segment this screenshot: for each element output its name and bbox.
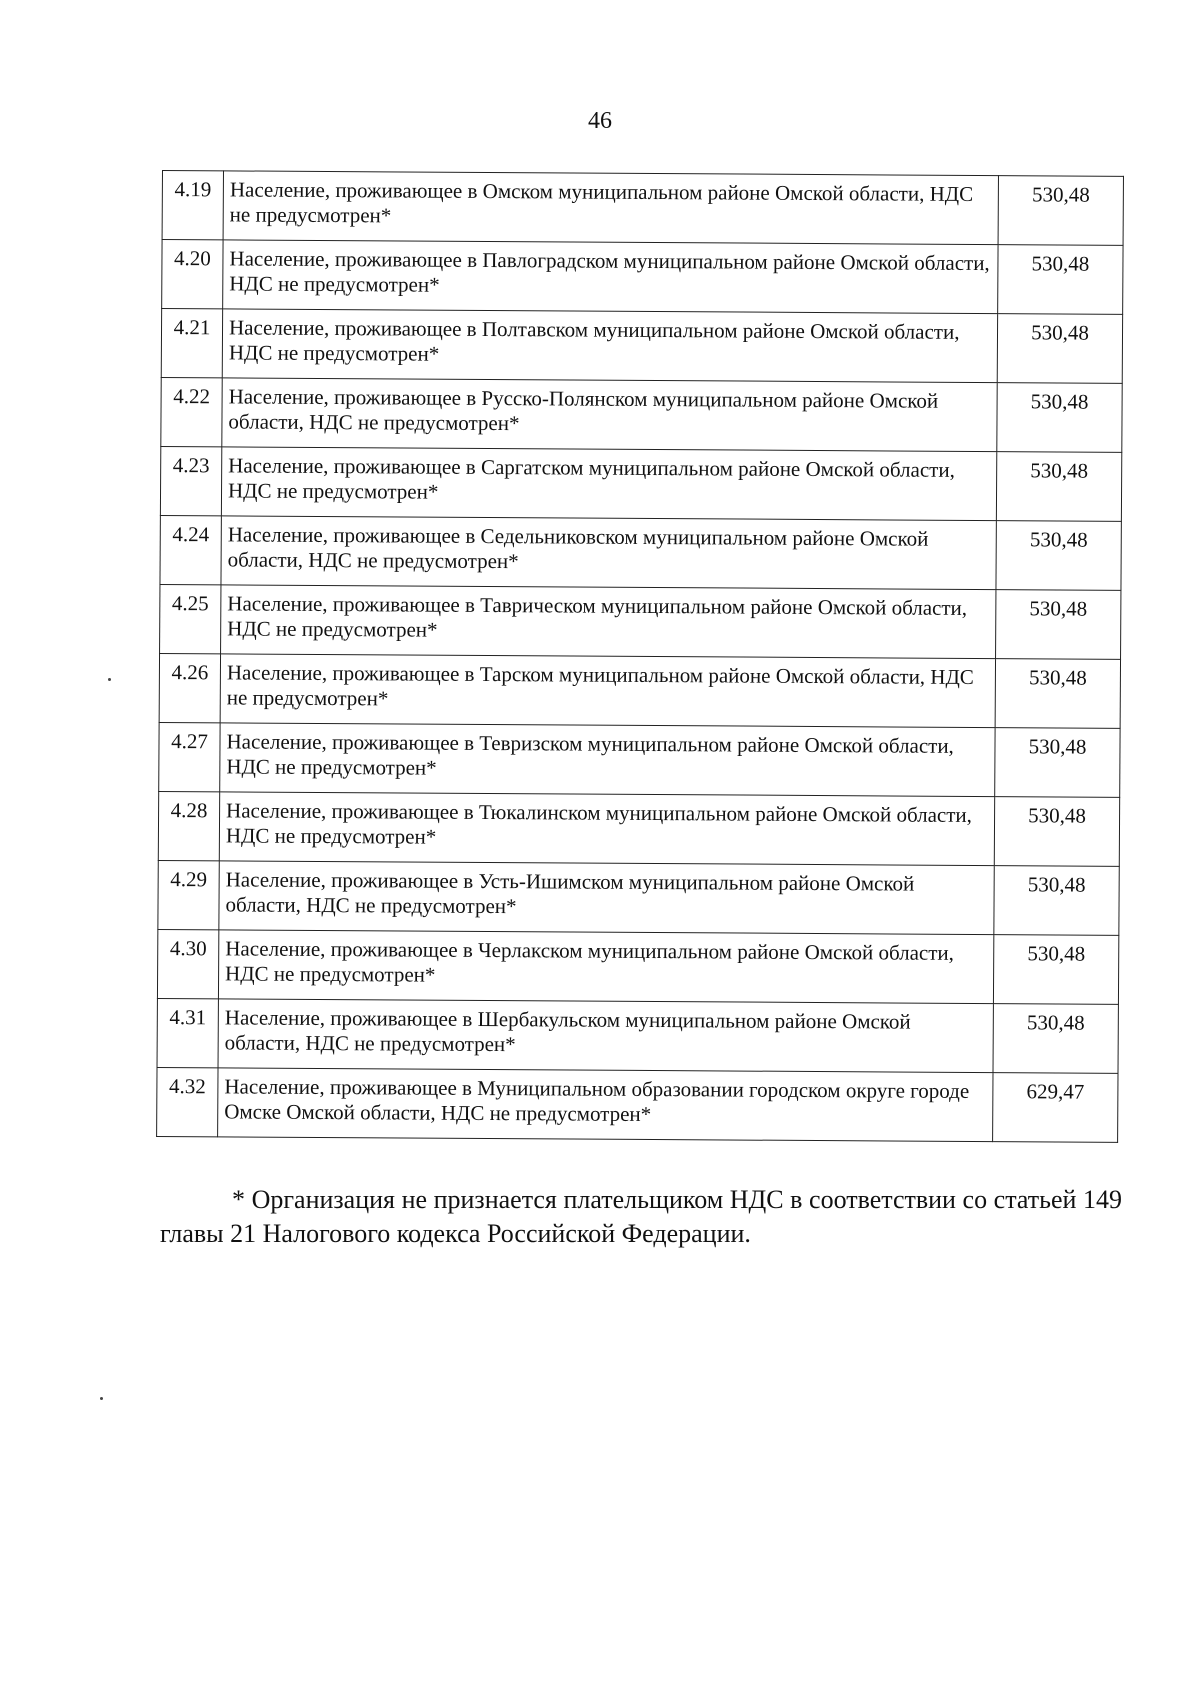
row-description: Население, проживающее в Тевризском муниципальном районе Омской области, НДС не предусмотрен*: [220, 723, 995, 797]
scan-speck: [100, 1397, 103, 1400]
row-value: 530,48: [996, 521, 1121, 591]
row-value: 530,48: [997, 314, 1122, 384]
row-value: 629,47: [993, 1073, 1118, 1143]
row-description: Население, проживающее в Черлакском муниципальном районе Омской области, НДС не предусмотрен*: [218, 930, 993, 1004]
scan-speck: [108, 678, 111, 681]
row-number: 4.21: [161, 309, 222, 378]
row-value: 530,48: [995, 728, 1120, 798]
table-row: [160, 584, 1121, 659]
footnote-text: * Организация не признается плательщиком НДС в соответствии со статьей 149 главы 21 Налогового кодекса Российской Федерации.: [160, 1185, 1122, 1248]
row-number: 4.26: [159, 653, 220, 722]
table-row: [162, 171, 1123, 246]
row-value: 530,48: [998, 176, 1123, 246]
row-description: Население, проживающее в Муниципальном образовании городском округе городе Омске Омской области, НДС не предусмотрен*: [218, 1068, 993, 1142]
row-number: 4.19: [162, 171, 223, 240]
row-value: 530,48: [996, 452, 1121, 522]
row-number: 4.20: [162, 240, 223, 309]
row-description: Население, проживающее в Тарском муниципальном районе Омской области, НДС не предусмотрен*: [220, 654, 995, 728]
row-number: 4.32: [157, 1067, 218, 1136]
row-number: 4.24: [160, 515, 221, 584]
row-value: 530,48: [993, 1004, 1118, 1074]
page-number: 46: [588, 108, 612, 134]
footnote: [160, 1183, 1122, 1251]
row-description: Население, проживающее в Саргатском муниципальном районе Омской области, НДС не предусмотрен*: [221, 447, 996, 521]
table-row: [158, 860, 1119, 935]
row-value: 530,48: [994, 797, 1119, 867]
row-description: Население, проживающее в Усть-Ишимском муниципальном районе Омской области, НДС не предусмотрен*: [219, 861, 994, 935]
table-row: [161, 377, 1122, 452]
table-row: [158, 791, 1119, 866]
table-row: [157, 1067, 1118, 1142]
table-row: [159, 653, 1120, 728]
row-value: 530,48: [993, 935, 1118, 1005]
row-description: Население, проживающее в Русско-Полянском муниципальном районе Омской области, НДС не предусмотрен*: [222, 378, 997, 452]
table-row: [157, 929, 1118, 1004]
row-description: Население, проживающее в Таврическом муниципальном районе Омской области, НДС не предусмотрен*: [221, 585, 996, 659]
row-description: Население, проживающее в Павлоградском муниципальном районе Омской области, НДС не предусмотрен*: [223, 240, 998, 314]
table-row: [161, 309, 1122, 384]
row-number: 4.25: [160, 584, 221, 653]
table-row: [162, 240, 1123, 315]
row-number: 4.28: [158, 791, 219, 860]
row-description: Население, проживающее в Седельниковском муниципальном районе Омской области, НДС не предусмотрен*: [221, 516, 996, 590]
row-description: Население, проживающее в Тюкалинском муниципальном районе Омской области, НДС не предусмотрен*: [219, 792, 994, 866]
row-number: 4.23: [160, 446, 221, 515]
row-number: 4.22: [161, 377, 222, 446]
tariff-table: [156, 170, 1124, 1143]
row-description: Население, проживающее в Омском муниципальном районе Омской области, НДС не предусмотрен*: [223, 171, 998, 245]
row-number: 4.27: [159, 722, 220, 791]
row-description: Население, проживающее в Шербакульском муниципальном районе Омской области, НДС не предусмотрен*: [218, 999, 993, 1073]
row-description: Население, проживающее в Полтавском муниципальном районе Омской области, НДС не предусмотрен*: [222, 309, 997, 383]
table-row: [160, 446, 1121, 521]
table-row: [159, 722, 1120, 797]
row-number: 4.30: [157, 929, 218, 998]
row-value: 530,48: [995, 659, 1120, 729]
table-row: [157, 998, 1118, 1073]
row-number: 4.29: [158, 860, 219, 929]
table-row: [160, 515, 1121, 590]
row-value: 530,48: [997, 383, 1122, 453]
row-value: 530,48: [998, 245, 1123, 315]
row-number: 4.31: [157, 998, 218, 1067]
row-value: 530,48: [996, 590, 1121, 660]
row-value: 530,48: [994, 866, 1119, 936]
